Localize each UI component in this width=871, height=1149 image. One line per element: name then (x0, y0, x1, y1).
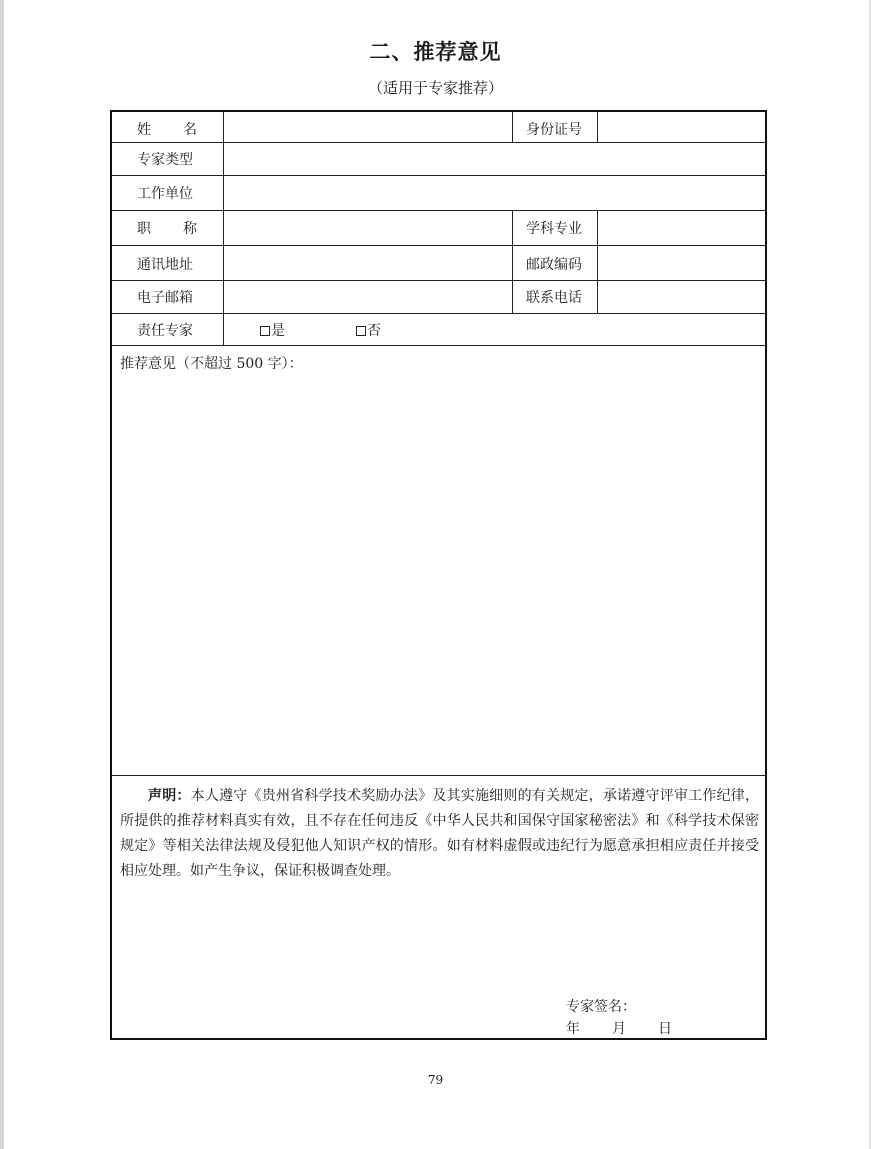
work-unit-label: 工作单位 (137, 186, 193, 202)
responsible-expert-label: 责任专家 (137, 323, 193, 339)
column-divider (597, 210, 598, 313)
name-label: 姓名 (137, 122, 197, 138)
email-label: 电子邮箱 (137, 290, 193, 306)
month-label: 月 (612, 1021, 626, 1037)
page-title: 二、推荐意见 (369, 40, 502, 64)
row-divider (112, 210, 765, 211)
option-no-label: 否 (367, 323, 381, 339)
row-divider (112, 175, 765, 176)
row-divider (112, 313, 765, 314)
title-label: 职称 (137, 221, 197, 237)
recommendation-form (110, 110, 767, 1040)
opinion-label: 推荐意见（不超过 500 字）： (120, 356, 303, 372)
column-divider (512, 210, 513, 313)
postal-code-label: 邮政编码 (526, 257, 582, 273)
row-divider (112, 245, 765, 246)
row-divider (112, 142, 765, 143)
phone-label: 联系电话 (526, 290, 582, 306)
expert-type-label: 专家类型 (137, 152, 193, 168)
page-left-edge (0, 0, 4, 1149)
row-divider (112, 775, 765, 776)
declaration-body: 本人遵守《贵州省科学技术奖励办法》及其实施细则的有关规定，承诺遵守评审工作纪律，所提供的推荐材料真实有效，且不存在任何违反《中华人民共和国保守国家秘密法》和《科学技术保密规定》等相关法律法规及侵犯他人知识产权的情形。如有材料虚假或违纪行为愿意承担相应责任并接受相应处理。如产生争议，保证积极调查处理。 (120, 788, 760, 879)
row-divider (112, 345, 765, 346)
signature-label: 专家签名： (566, 999, 636, 1015)
address-label: 通讯地址 (137, 257, 193, 273)
option-no[interactable] (356, 321, 381, 341)
option-yes[interactable] (260, 321, 285, 341)
year-label: 年 (566, 1021, 580, 1037)
column-divider (597, 112, 598, 142)
page-number: 79 (427, 1073, 444, 1087)
checkbox-no-icon[interactable] (356, 326, 366, 336)
column-divider (223, 112, 224, 345)
declaration-heading: 声明： (148, 788, 191, 804)
declaration-text (120, 784, 759, 884)
row-divider (112, 280, 765, 281)
discipline-label: 学科专业 (526, 221, 582, 237)
id-number-label: 身份证号 (526, 122, 582, 138)
day-label: 日 (658, 1021, 672, 1037)
option-yes-label: 是 (271, 323, 285, 339)
column-divider (512, 112, 513, 142)
checkbox-yes-icon[interactable] (260, 326, 270, 336)
signature-date (566, 1019, 672, 1039)
page-subtitle: （适用于专家推荐） (367, 79, 503, 97)
